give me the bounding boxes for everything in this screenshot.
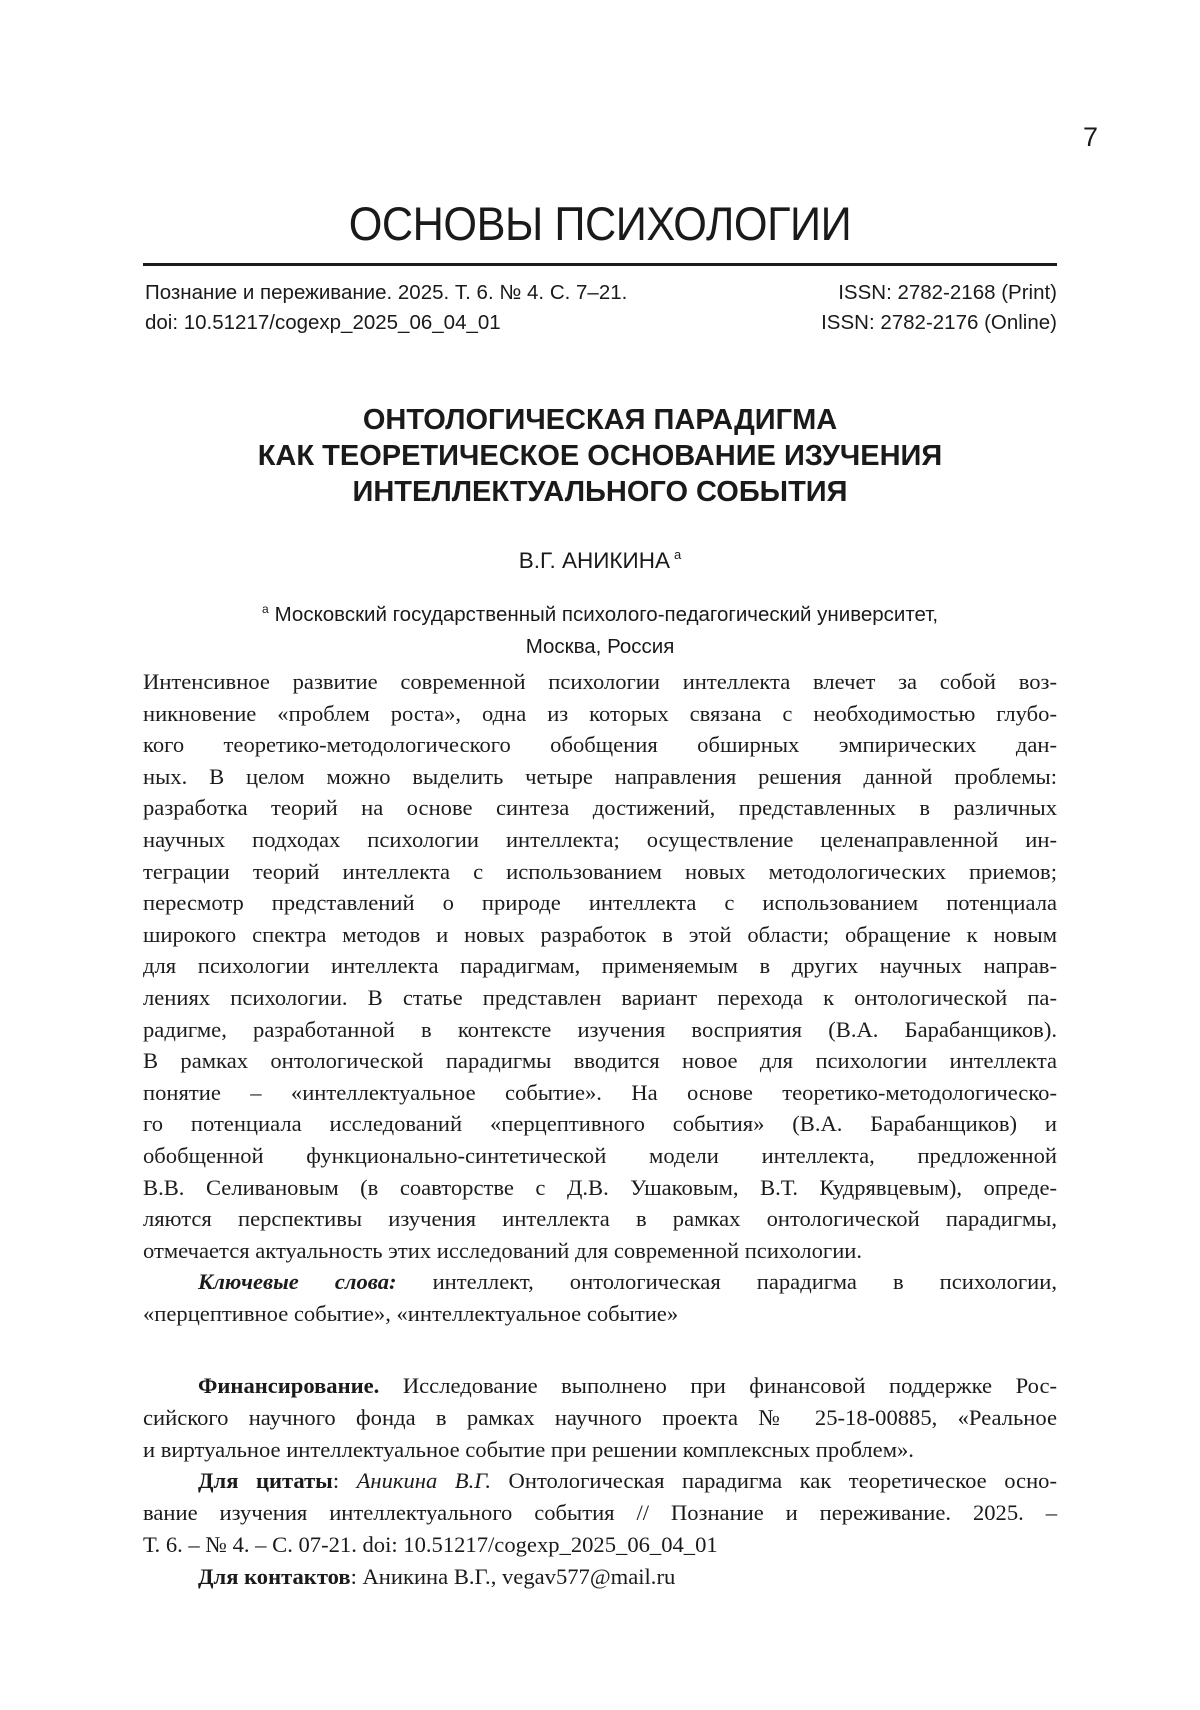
abstract-line: для психологии интеллекта парадигмам, применяемым в других научных направ- [143, 953, 1057, 979]
abstract-line: го потенциала исследований «перцептивного события» (В.А. Барабанщиков) и [143, 1111, 1057, 1137]
front-matter-notes [143, 1370, 1057, 1593]
abstract-line: Интенсивное развитие современной психологии интеллекта влечет за собой воз- [143, 669, 1057, 694]
abstract-line: разработка теорий на основе синтеза достижений, представленных в различных [143, 795, 1057, 821]
keywords-line-2: «перцептивное событие», «интеллектуальное событие» [143, 1300, 679, 1326]
title-line-3: ИНТЕЛЛЕКТУАЛЬНОГО СОБЫТИЯ [352, 476, 848, 508]
author-affiliation-mark: а [673, 547, 682, 562]
abstract-line: научных подходах психологии интеллекта; осуществление целенаправленной ин- [143, 826, 1057, 852]
affiliation-mark: а [261, 602, 269, 616]
affiliation-location: Москва, Россия [525, 635, 675, 658]
title-line-1: ОНТОЛОГИЧЕСКАЯ ПАРАДИГМА [362, 404, 838, 436]
issn-block [700, 278, 1057, 338]
funding-line-2: сийского научного фонда в рамках научного проекта № 25-18-00885, «Реальное [143, 1404, 1057, 1430]
abstract-line: понятие – «интеллектуальное событие». На основе теоретико-методологическо- [143, 1079, 1057, 1105]
abstract-line: пересмотр представлений о природе интеллекта с использованием потенциала [143, 890, 1057, 916]
abstract-line: отмечается актуальность этих исследований для современной психологии. [143, 1237, 863, 1263]
citation-line-1 [143, 1465, 1057, 1497]
abstract-line: широкого спектра методов и новых разработок в этой области; обращение к новым [143, 921, 1057, 947]
abstract-line: лениях психологии. В статье представлен вариант перехода к онтологической па- [143, 984, 1057, 1010]
funding-label: Финансирование. [198, 1373, 380, 1398]
affiliation-institution: Московский государственный психолого-педагогический университет, [274, 603, 939, 626]
keywords-line-1 [143, 1266, 1057, 1298]
page-number: 7 [1082, 122, 1098, 152]
funding-line-1 [143, 1370, 1057, 1402]
journal-doi: doi: 10.51217/cogexp_2025_06_04_01 [145, 311, 501, 334]
abstract-line: теграции теорий интеллекта с использованием новых методологических приемов; [143, 858, 1057, 884]
funding-line-3: и виртуальное интеллектуальное событие при решении комплексных проблем». [143, 1436, 914, 1462]
citation-author: Аникина В.Г. [356, 1468, 492, 1494]
contacts-label: Для контактов [198, 1563, 351, 1589]
abstract-line: радигме, разработанной в контексте изучения восприятия (В.А. Барабанщиков). [143, 1016, 1057, 1042]
citation-text: Онтологическая парадигма как теоретическое осно- [491, 1468, 1057, 1494]
abstract-line: В рамках онтологической парадигмы вводится новое для психологии интеллекта [143, 1048, 1057, 1074]
title-line-2: КАК ТЕОРЕТИЧЕСКОЕ ОСНОВАНИЕ ИЗУЧЕНИЯ [257, 440, 943, 472]
abstract-line: В.В. Селивановым (в соавторстве с Д.В. Ушаковым, В.Т. Кудрявцевым), опреде- [143, 1174, 1057, 1200]
author-name: В.Г. АНИКИНА [518, 548, 670, 573]
citation-line-2: вание изучения интеллектуального события // Познание и переживание. 2025. – [143, 1500, 1057, 1526]
affiliation [0, 593, 1200, 663]
contacts-line [143, 1561, 1057, 1593]
keywords-label: Ключевые слова: [198, 1269, 397, 1295]
keywords-text: интеллект, онтологическая парадигма в психологии, [396, 1269, 1057, 1295]
citation-separator: : [332, 1468, 357, 1494]
abstract [143, 666, 1057, 1329]
abstract-line: кого теоретико-методологического обобщения обширных эмпирических дан- [143, 732, 1057, 758]
issn-print: ISSN: 2782-2168 (Print) [838, 281, 1057, 304]
issn-online: ISSN: 2782-2176 (Online) [821, 311, 1057, 334]
abstract-line: ляются перспективы изучения интеллекта в рамках онтологической парадигмы, [143, 1206, 1057, 1232]
header-rule [143, 263, 1057, 266]
article-title [0, 402, 1200, 510]
citation-label: Для цитаты [198, 1468, 333, 1494]
journal-citation-block [145, 278, 627, 338]
abstract-line: ных. В целом можно выделить четыре направления решения данной проблемы: [143, 763, 1057, 789]
abstract-line: обобщенной функционально-синтетической модели интеллекта, предложенной [143, 1142, 1057, 1168]
section-title: ОСНОВЫ ПСИХОЛОГИИ [348, 197, 852, 250]
funding-text: Исследование выполнено при финансовой поддержке Рос- [379, 1373, 1057, 1398]
affiliation-line-1 [0, 593, 1200, 631]
author [0, 547, 1200, 574]
citation-line-3: Т. 6. – № 4. – С. 07-21. doi: 10.51217/cogexp_2025_06_04_01 [143, 1531, 718, 1557]
abstract-line: никновение «проблем роста», одна из которых связана с необходимостью глубо- [143, 700, 1057, 726]
journal-citation: Познание и переживание. 2025. Т. 6. № 4. С. 7–21. [145, 281, 628, 304]
contacts-text: : Аникина В.Г., vegav577@mail.ru [350, 1563, 676, 1589]
